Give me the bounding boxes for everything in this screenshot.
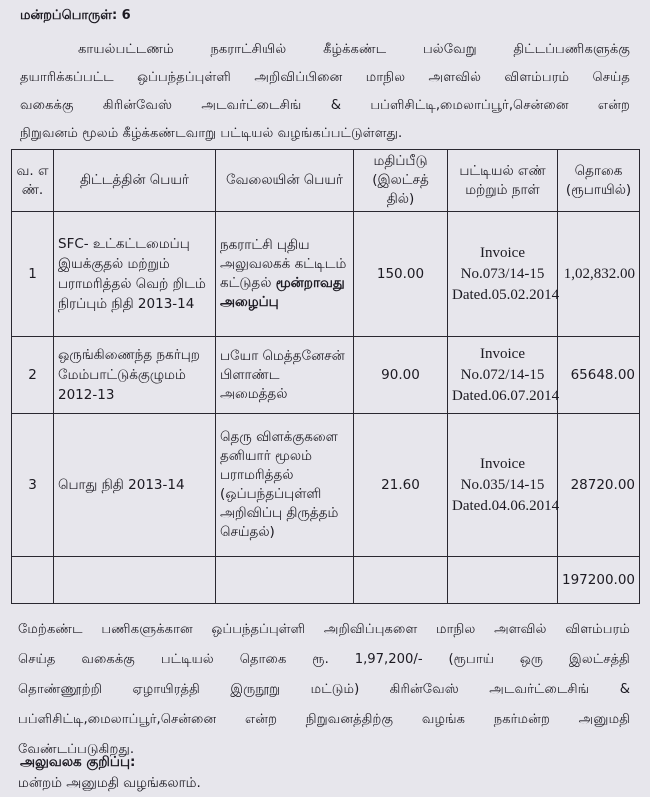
cell-invoice: Invoice No.072/14-15 Dated.06.07.2014 [448, 337, 558, 414]
total-amount: 197200.00 [558, 557, 640, 604]
office-note-title: அலுவலக குறிப்பு: [20, 754, 136, 770]
cell-work-name: பயோ மெத்தனேசன் பிளாண்ட அமைத்தல் [216, 337, 354, 414]
cell-serial-no: 3 [12, 414, 54, 557]
cell-scheme-name: பொது நிதி 2013-14 [54, 414, 216, 557]
cell-invoice: Invoice No.035/14-15 Dated.04.06.2014 [448, 414, 558, 557]
closing-line: பப்ளிசிட்டி,மைலாப்பூர்,சென்னை என்ற நிறுவனத்திற்கு வழங்க நகர்மன்ற அனுமதி [18, 712, 630, 727]
empty-cell [54, 557, 216, 604]
closing-line: வேண்டப்படுகிறது. [18, 742, 135, 757]
cell-serial-no: 2 [12, 337, 54, 414]
closing-line: செய்த வகைக்கு பட்டியல் தொகை ரூ. 1,97,200/- (ரூபாய் ஒரு இலட்சத்தி [18, 652, 630, 667]
work-call-text: மூன்றாவது அழைப்பு [220, 275, 345, 310]
cell-estimate: 21.60 [354, 414, 448, 557]
table-row [12, 414, 640, 557]
empty-cell [448, 557, 558, 604]
intro-paragraph [20, 36, 630, 148]
header-estimate: மதிப்பீடு (இலட்சத் தில்) [354, 150, 448, 212]
cell-work-name: தெரு விளக்குகளை தனியார் மூலம் பராமரித்தல் (ஒப்பந்தப்புள்ளி அறிவிப்பு திருத்தம் செய்தல்) [216, 414, 354, 557]
closing-line: தொண்ணூற்றி ஏழாயிரத்தி இருநூறு மட்டும்) கிரின்வேஸ் அடவர்ட்டைசிங் & [18, 682, 630, 697]
table-header-row [12, 150, 640, 212]
header-serial-no: வ. எ ண். [12, 150, 54, 212]
cell-serial-no: 1 [12, 212, 54, 337]
cell-invoice: Invoice No.073/14-15 Dated.05.02.2014 [448, 212, 558, 337]
work-text: நகராட்சி புதிய அலுவலகக் கட்டிடம் கட்டுதல் [220, 237, 347, 291]
cell-amount: 28720.00 [558, 414, 640, 557]
cell-estimate: 90.00 [354, 337, 448, 414]
header-amount: தொகை (ரூபாயில்) [558, 150, 640, 212]
cell-amount: 65648.00 [558, 337, 640, 414]
total-row [12, 557, 640, 604]
intro-line: தயாரிக்கப்பட்ட ஒப்பந்தப்புள்ளி அறிவிப்பினை மாநில அளவில் விளம்பரம் செய்த [20, 70, 630, 85]
cell-work-name [216, 212, 354, 337]
header-scheme-name: திட்டத்தின் பெயர் [54, 150, 216, 212]
table-row [12, 337, 640, 414]
invoice-table [11, 149, 640, 604]
header-work-name: வேலையின் பெயர் [216, 150, 354, 212]
empty-cell [12, 557, 54, 604]
intro-line: காயல்பட்டணம் நகராட்சியில் கீழ்க்கண்ட பல்வேறு திட்டப்பணிகளுக்கு [78, 42, 630, 57]
closing-paragraph [18, 615, 630, 765]
intro-line: நிறுவனம் மூலம் கீழ்க்கண்டவாறு பட்டியல் வழங்கப்பட்டுள்ளது. [20, 126, 403, 141]
empty-cell [216, 557, 354, 604]
cell-scheme-name: ஒருங்கிணைந்த நகர்புற மேம்பாட்டுக்குழுமம் 2012-13 [54, 337, 216, 414]
closing-line: மேற்கண்ட பணிகளுக்கான ஒப்பந்தப்புள்ளி அறிவிப்புகளை மாநில அளவில் விளம்பரம் [18, 622, 630, 637]
cell-estimate: 150.00 [354, 212, 448, 337]
intro-line: வகைக்கு கிரின்வேஸ் அடவர்ட்டைசிங் & பப்ளிசிட்டி,மைலாப்பூர்,சென்னை என்ற [20, 98, 630, 113]
header-invoice: பட்டியல் எண் மற்றும் நாள் [448, 150, 558, 212]
agenda-heading: மன்றப்பொருள்: 6 [20, 8, 131, 23]
office-note-body: மன்றம் அனுமதி வழங்கலாம். [18, 775, 201, 791]
cell-amount: 1,02,832.00 [558, 212, 640, 337]
table-row [12, 212, 640, 337]
empty-cell [354, 557, 448, 604]
cell-scheme-name: SFC- உட்கட்டமைப்பு இயக்குதல் மற்றும் பராமரித்தல் வெற் றிடம் நிரப்பும் நிதி 2013-14 [54, 212, 216, 337]
